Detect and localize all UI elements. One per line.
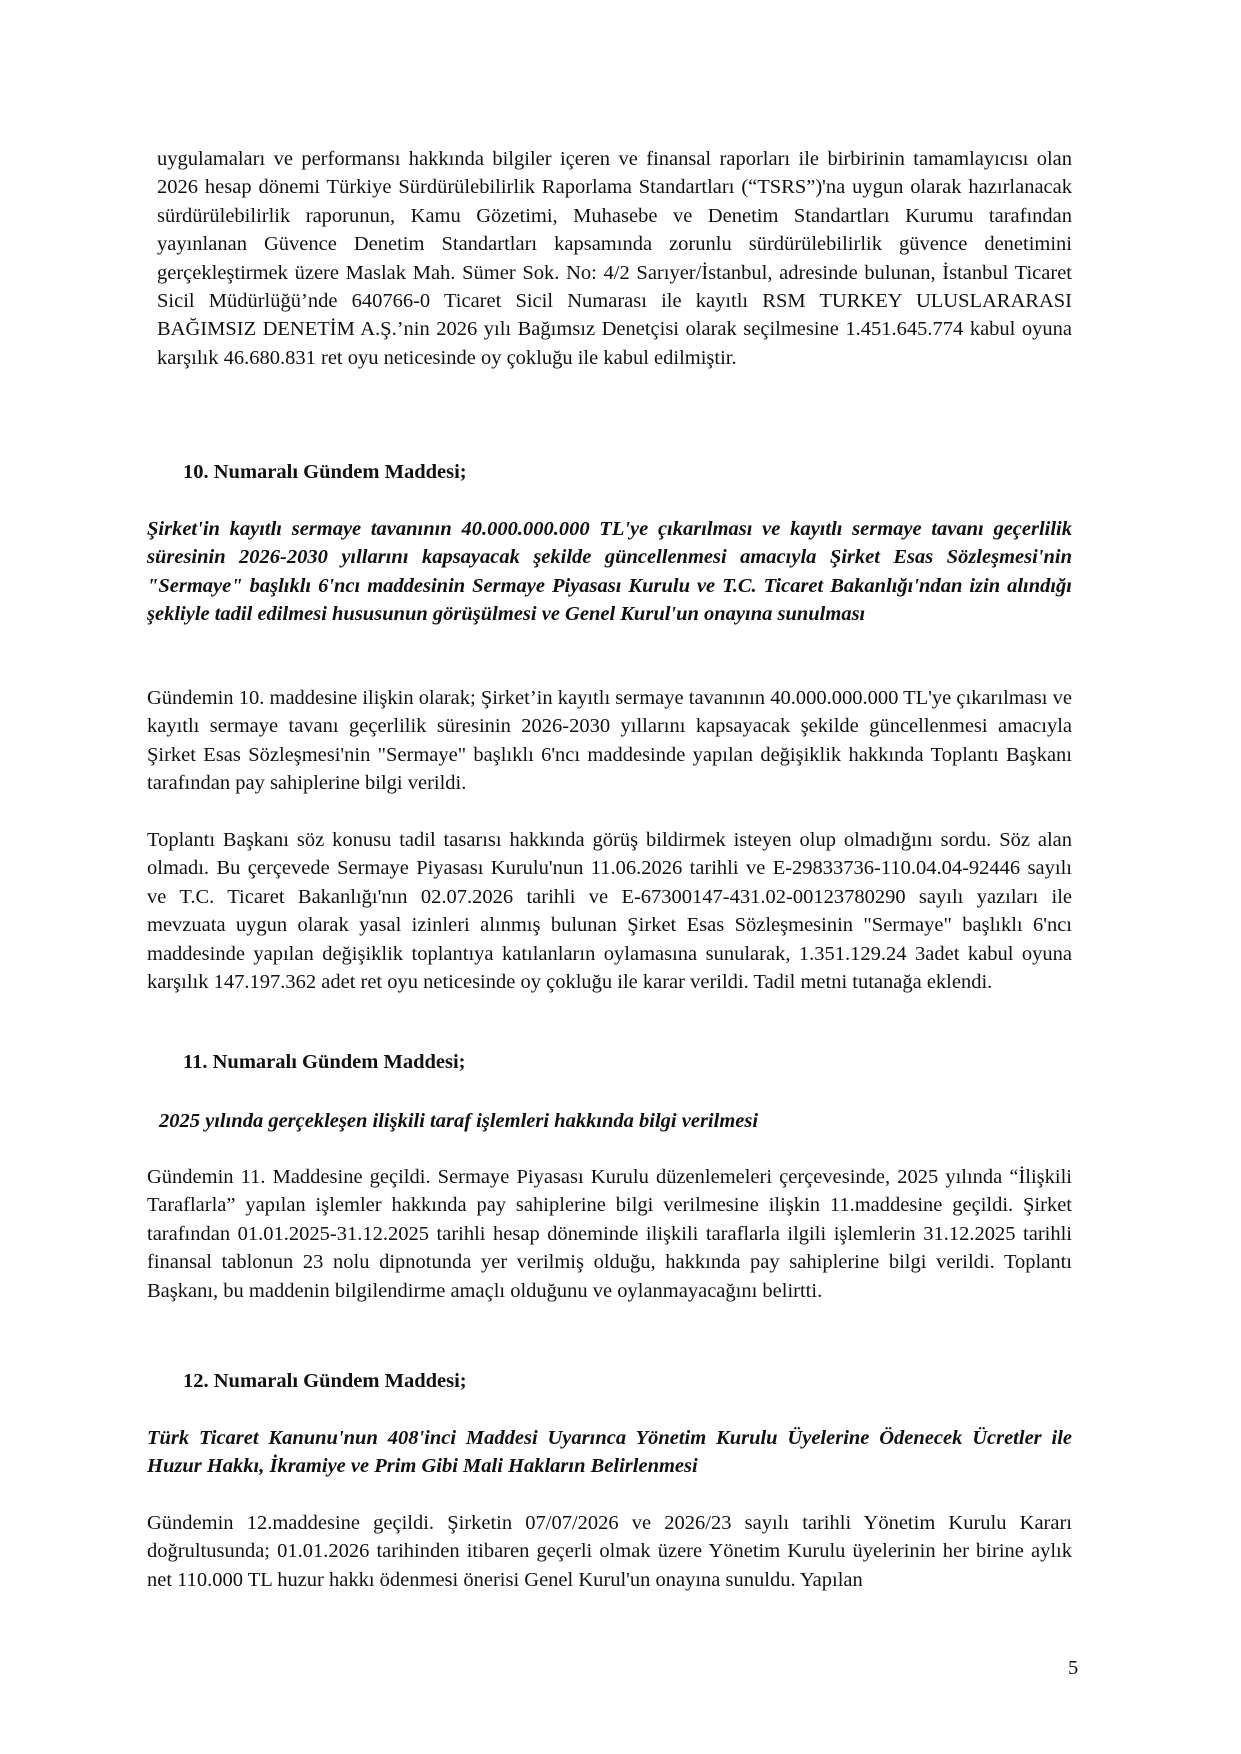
agenda-item-10-paragraph-2: Toplantı Başkanı söz konusu tadil tasarısı hakkında görüş bildirmek isteyen olup olmadığını sordu. Söz alan olmadı. Bu çerçevede Sermaye Piyasası Kurulu'nun 11.06.2026 tarihli ve E-29833736-110.04.04-92446 sayılı ve T.C. Ticaret Bakanlığı'nın 02.07.2026 tarihli ve E-67300147-431.02-00123780290 sayılı yazıları ile mevzuata uygun olarak yasal izinleri alınmış bulunan Şirket Esas Sözleşmesinin "Sermaye" başlıklı 6'ncı maddesinde yapılan değişiklik toplantıya katılanların oylamasına sunularak, 1.351.129.24 3adet kabul oyuna karşılık 147.197.362 adet ret oyu neticesinde oy çokluğu ile karar verildi. Tadil metni tutanağa eklendi. (147, 829, 1072, 994)
agenda-item-12-heading: 12. Numaralı Gündem Maddesi; (183, 1370, 467, 1392)
agenda-item-10-paragraph-1: Gündemin 10. maddesine ilişkin olarak; Şirket’in kayıtlı sermaye tavanının 40.000.000.000 TL'ye çıkarılması ve kayıtlı sermaye tavanı geçerlilik süresinin 2026-2030 yıllarını kapsayacak şekilde güncellenmesi amacıyla Şirket Esas Sözleşmesi'nin "Sermaye" başlıklı 6'ncı maddesinde yapılan değişiklik hakkında Toplantı Başkanı tarafından pay sahiplerine bilgi verildi. (147, 687, 1072, 795)
agenda-item-11-topic: 2025 yılında gerçekleşen ilişkili taraf işlemleri hakkında bilgi verilmesi (159, 1110, 759, 1132)
agenda-item-12-paragraph-1: Gündemin 12.maddesine geçildi. Şirketin 07/07/2026 ve 2026/23 sayılı tarihli Yönetim Kurulu Kararı doğrultusunda; 01.01.2026 tarihinden itibaren geçerli olmak üzere Yönetim Kurulu üyelerinin her birine aylık net 110.000 TL huzur hakkı ödenmesi önerisi Genel Kurul'un onayına sunuldu. Yapılan (147, 1512, 1072, 1591)
agenda-item-11-paragraph-1: Gündemin 11. Maddesine geçildi. Sermaye Piyasası Kurulu düzenlemeleri çerçevesinde, 2025 yılında “İlişkili Taraflarla” yapılan işlemler hakkında pay sahiplerine bilgi verilmesine ilişkin 11.maddesine geçildi. Şirket tarafından 01.01.2025-31.12.2025 tarihli hesap döneminde ilişkili taraflarla ilgili işlemlerin 31.12.2025 tarihli finansal tablonun 23 nolu dipnotunda yer verilmiş olduğu, hakkında pay sahiplerine bilgi verildi. Toplantı Başkanı, bu maddenin bilgilendirme amaçlı olduğunu ve oylanmayacağını belirtti. (147, 1166, 1072, 1302)
intro-paragraph: uygulamaları ve performansı hakkında bilgiler içeren ve finansal raporları ile birbirinin tamamlayıcısı olan 2026 hesap dönemi Türkiye Sürdürülebilirlik Raporlama Standartları (“TSRS”)'na uygun olarak hazırlanacak sürdürülebilirlik raporunun, Kamu Gözetimi, Muhasebe ve Denetim Standartları Kurumu tarafından yayınlanan Güvence Denetim Standartları kapsamında zorunlu sürdürülebilirlik güvence denetimini gerçekleştirmek üzere Maslak Mah. Sümer Sok. No: 4/2 Sarıyer/İstanbul, adresinde bulunan, İstanbul Ticaret Sicil Müdürlüğü’nde 640766-0 Ticaret Sicil Numarası ile kayıtlı RSM TURKEY ULUSLARARASI BAĞIMSIZ DENETİM A.Ş.’nin 2026 yılı Bağımsız Denetçisi olarak seçilmesine 1.451.645.774 kabul oyuna karşılık 46.680.831 ret oyu neticesinde oy çokluğu ile kabul edilmiştir. (157, 148, 1072, 369)
agenda-item-12-topic: Türk Ticaret Kanunu'nun 408'inci Maddesi Uyarınca Yönetim Kurulu Üyelerine Ödenecek Ücretler ile Huzur Hakkı, İkramiye ve Prim Gibi Mali Hakların Belirlenmesi (147, 1427, 1072, 1478)
agenda-item-11-heading: 11. Numaralı Gündem Maddesi; (183, 1051, 466, 1073)
agenda-item-10-heading: 10. Numaralı Gündem Maddesi; (183, 461, 467, 483)
agenda-item-10-topic: Şirket'in kayıtlı sermaye tavanının 40.000.000.000 TL'ye çıkarılması ve kayıtlı sermaye tavanı geçerlilik süresinin 2026-2030 yıllarını kapsayacak şekilde güncellenmesi amacıyla Şirket Esas Sözleşmesi'nin "Sermaye" başlıklı 6'ncı maddesinin Sermaye Piyasası Kurulu ve T.C. Ticaret Bakanlığı'ndan izin alındığı şekliyle tadil edilmesi hususunun görüşülmesi ve Genel Kurul'un onayına sunulması (147, 518, 1072, 626)
page-number: 5 (1068, 1657, 1079, 1679)
